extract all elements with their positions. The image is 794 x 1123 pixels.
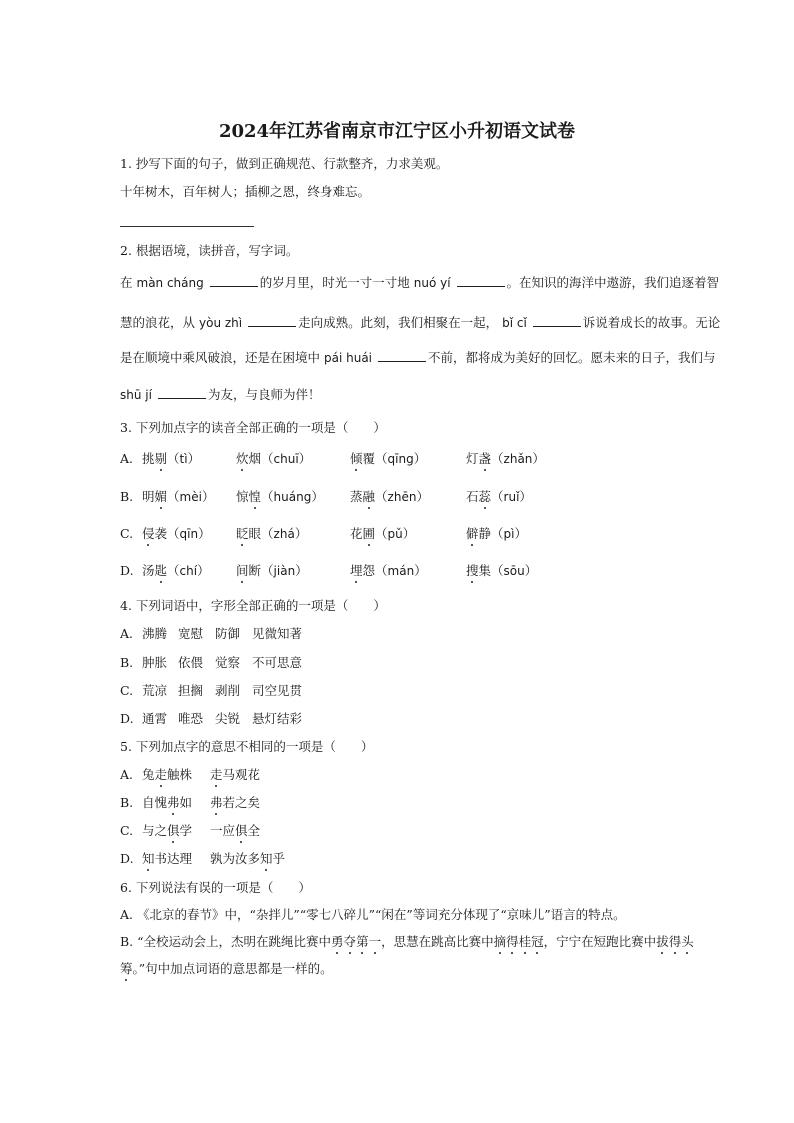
- dotted-text: 惶: [248, 489, 262, 504]
- option-label: D.: [120, 711, 134, 726]
- q2-line-4: [120, 386, 320, 403]
- dotted-text: 僻: [466, 526, 479, 541]
- q5-option-row[interactable]: [120, 851, 286, 867]
- q4-word: 悬灯结彩: [252, 711, 303, 726]
- paren: ）: [413, 451, 427, 466]
- q2-line-2: [120, 314, 720, 331]
- text: 触株: [167, 767, 193, 782]
- pinyin: huáng: [273, 490, 312, 504]
- text: 兔: [142, 767, 155, 782]
- pinyin: mán: [387, 564, 415, 578]
- q5-option-row[interactable]: [120, 767, 261, 783]
- q3-word: [350, 526, 415, 542]
- paren: （: [491, 489, 504, 504]
- dotted-text: 知: [260, 851, 273, 866]
- q5-phrase-2: [210, 767, 260, 783]
- paren: （: [167, 489, 180, 504]
- q6-dotted-phrase: [494, 934, 544, 949]
- q2-line-1: [120, 274, 719, 291]
- q2-pinyin: yòu zhì: [199, 316, 243, 330]
- option-label: B.: [120, 489, 134, 504]
- word-text: 明: [142, 489, 155, 504]
- q6-stem: 6. 下列说法有误的一项是（ ）: [120, 880, 311, 895]
- q3-word: [350, 489, 429, 505]
- q3-word: [466, 489, 532, 505]
- q3-word: [236, 451, 311, 467]
- text: 学: [179, 823, 193, 838]
- q6-text: B. “全校运动会上，杰明在跳绳比赛中: [120, 934, 332, 949]
- pinyin: pì: [503, 527, 515, 541]
- paren: （: [167, 563, 180, 578]
- q5-phrase-1: [142, 767, 192, 783]
- pinyin: zhá: [273, 527, 295, 541]
- dotted-text: 倾: [350, 451, 363, 466]
- q4-option-row[interactable]: [120, 683, 303, 699]
- paren: ）: [187, 451, 201, 466]
- q3-word: [142, 451, 200, 467]
- paren: ）: [416, 489, 429, 504]
- dotted-text: 盏: [478, 451, 492, 466]
- option-label: A.: [120, 626, 134, 641]
- dotted-text: 匙: [154, 563, 168, 578]
- paren: ）: [519, 489, 532, 504]
- paren: ）: [524, 563, 538, 578]
- dotted-text: 间: [236, 563, 249, 578]
- word-text: 蒸: [350, 489, 363, 504]
- text: 与之: [142, 823, 168, 838]
- paren: （: [261, 489, 274, 504]
- q2-text: 在: [120, 275, 133, 290]
- q2-text: 不前，都将成为美好的回忆。愿未来的日子，我们与: [428, 350, 716, 365]
- dotted-text: 蕊: [478, 489, 492, 504]
- pinyin: chuī: [273, 452, 299, 466]
- paren: ）: [201, 489, 215, 504]
- paren: （: [375, 489, 388, 504]
- q4-word: 防御: [215, 626, 241, 641]
- q2-stem: 2. 根据语境，读拼音，写字词。: [120, 243, 299, 258]
- paren: ）: [295, 563, 308, 578]
- dotted-text: 知: [142, 851, 155, 866]
- q2-pinyin: bǐ cǐ: [502, 316, 527, 330]
- word-text: 灯: [466, 451, 479, 466]
- word-text: 静: [478, 526, 492, 541]
- q2-blank[interactable]: [158, 386, 206, 399]
- dotted-text: 俱: [167, 823, 180, 838]
- q3-word: [236, 489, 324, 505]
- q2-pinyin: màn cháng: [136, 276, 204, 290]
- pinyin: mèi: [179, 490, 202, 504]
- dotted-text: 剔: [154, 451, 168, 466]
- word-text: 挑: [142, 451, 155, 466]
- q6-dotted-phrase: [331, 934, 381, 949]
- pinyin: zhǎn: [503, 452, 533, 466]
- paren: （: [375, 526, 388, 541]
- q2-text: 。在知识的海洋中遨游，我们追逐着智: [506, 275, 720, 290]
- q4-option-row[interactable]: [120, 655, 303, 671]
- q3-word: [350, 563, 427, 579]
- pinyin: qīng: [387, 452, 414, 466]
- dotted-text: 媚: [154, 489, 168, 504]
- q3-word: [236, 526, 307, 542]
- option-label: B.: [120, 795, 134, 810]
- q2-pinyin: pái huái: [324, 351, 373, 365]
- q5-stem: 5. 下列加点字的意思不相同的一项是（ ）: [120, 739, 374, 754]
- q5-phrase-1: [142, 823, 192, 839]
- q2-text: 是在顺境中乘风破浪，还是在困境中: [120, 350, 321, 365]
- q2-line-3: [120, 349, 716, 366]
- q4-word: 唯恐: [178, 711, 204, 726]
- option-label: D.: [120, 851, 134, 866]
- dotted-text: 拔得头: [656, 934, 694, 949]
- paren: ）: [198, 526, 211, 541]
- pinyin: qīn: [179, 527, 199, 541]
- paren: ）: [532, 451, 545, 466]
- q5-option-row[interactable]: [120, 823, 261, 839]
- q1-answer-line[interactable]: [120, 226, 254, 227]
- dotted-text: 炊: [236, 451, 249, 466]
- word-text: 覆: [362, 451, 376, 466]
- paren: ）: [514, 526, 528, 541]
- text: 乎: [272, 851, 286, 866]
- q4-word: 不可思意: [252, 655, 303, 670]
- pinyin: chí: [179, 564, 198, 578]
- pinyin: tì: [179, 452, 188, 466]
- q5-phrase-2: [210, 851, 285, 867]
- q3-word: [142, 526, 211, 542]
- paren: （: [261, 563, 274, 578]
- text: 若之矣: [222, 795, 261, 810]
- text: 马观花: [222, 767, 261, 782]
- word-text: 花: [350, 526, 363, 541]
- dotted-text: 弗: [210, 795, 223, 810]
- q3-word: [466, 451, 545, 467]
- text: 孰为汝多: [210, 851, 261, 866]
- word-text: 断: [248, 563, 262, 578]
- paren: ）: [414, 563, 427, 578]
- q4-option-row[interactable]: [120, 711, 303, 727]
- text: 自愧: [142, 795, 168, 810]
- q2-blank[interactable]: [378, 349, 426, 362]
- q5-phrase-2: [210, 823, 260, 839]
- q3-word: [142, 563, 210, 579]
- option-label: A.: [120, 451, 134, 466]
- paren: （: [167, 451, 180, 466]
- paren: ）: [197, 563, 210, 578]
- paren: （: [375, 563, 388, 578]
- pinyin: zhēn: [387, 490, 417, 504]
- dotted-text: 勇夺第一: [331, 934, 382, 949]
- q5-phrase-1: [142, 851, 192, 867]
- q6-dotted-phrase: [656, 934, 694, 949]
- q3-word: [236, 563, 308, 579]
- dotted-text: 走: [154, 767, 168, 782]
- q4-word: 尖锐: [215, 711, 241, 726]
- paren: ）: [298, 451, 312, 466]
- q4-word: 荒凉: [142, 683, 168, 698]
- q4-word: 见微知著: [252, 626, 303, 641]
- paren: ）: [402, 526, 416, 541]
- q5-phrase-1: [142, 795, 192, 811]
- dotted-text: 走: [210, 767, 223, 782]
- q4-word: 担搁: [178, 683, 204, 698]
- dotted-text: 埋: [350, 563, 363, 578]
- q3-word: [466, 563, 537, 579]
- option-label: C.: [120, 683, 134, 698]
- paren: （: [261, 526, 274, 541]
- option-label: C.: [120, 823, 134, 838]
- q2-text: 慧的浪花，从: [120, 315, 196, 330]
- q6-option-b-line-1[interactable]: [120, 934, 694, 950]
- q6-option-a[interactable]: A. 《北京的春节》中，“杂拌儿”“零七八碎儿”“闲在”等词充分体现了“京味儿”语言的特点。: [120, 907, 626, 922]
- q2-pinyin: shū jí: [120, 388, 152, 402]
- dotted-text: 圃: [362, 526, 376, 541]
- q6-option-b-line-2[interactable]: [120, 961, 333, 977]
- q2-text: 的岁月里，时光一寸一寸地: [259, 275, 410, 290]
- text: 全: [247, 823, 261, 838]
- word-text: 汤: [142, 563, 155, 578]
- q4-word: 剥削: [215, 683, 241, 698]
- dotted-text: 俱: [235, 823, 248, 838]
- q2-blank[interactable]: [533, 314, 581, 327]
- text: 如: [179, 795, 193, 810]
- pinyin: sōu: [503, 564, 525, 578]
- q4-word: 依偎: [178, 655, 204, 670]
- word-text: 集: [478, 563, 492, 578]
- option-label: B.: [120, 655, 134, 670]
- q1-stem: 1. 抄写下面的句子，做到正确规范、行款整齐，力求美观。: [120, 156, 449, 171]
- q2-text: 诉说着成长的故事。无论: [582, 315, 721, 330]
- paren: （: [491, 451, 504, 466]
- q5-phrase-2: [210, 795, 260, 811]
- paren: （: [375, 451, 388, 466]
- q4-word: 通霄: [142, 711, 168, 726]
- q2-blank[interactable]: [457, 274, 505, 287]
- q3-option-row[interactable]: [120, 563, 538, 579]
- paren: （: [167, 526, 180, 541]
- dotted-text: 眨: [236, 526, 249, 541]
- q2-pinyin: nuó yí: [413, 276, 451, 290]
- q4-option-row[interactable]: [120, 626, 303, 642]
- q3-option-row[interactable]: [120, 526, 528, 542]
- q6-text: 。”句中加点词语的意思都是一样的。: [132, 961, 333, 976]
- paren: （: [491, 563, 504, 578]
- q3-word: [142, 489, 214, 505]
- paren: ）: [294, 526, 308, 541]
- q4-word: 肿胀: [142, 655, 168, 670]
- q2-blank[interactable]: [248, 314, 296, 327]
- text: 书达理: [154, 851, 193, 866]
- word-text: 惊: [236, 489, 249, 504]
- dotted-text: 弗: [167, 795, 180, 810]
- word-text: 怨: [362, 563, 376, 578]
- word-text: 眼: [248, 526, 262, 541]
- q3-option-row[interactable]: [120, 489, 532, 505]
- q4-word: 觉察: [215, 655, 241, 670]
- dotted-text: 侵: [142, 526, 155, 541]
- word-text: 烟: [248, 451, 262, 466]
- pinyin: ruǐ: [503, 490, 520, 504]
- q4-stem: 4. 下列词语中，字形全部正确的一项是（ ）: [120, 598, 386, 613]
- option-label: C.: [120, 526, 134, 541]
- dotted-text: 搜: [466, 563, 479, 578]
- word-text: 石: [466, 489, 479, 504]
- q6-text: ，思慧在跳高比赛中: [381, 934, 494, 949]
- pinyin: pǔ: [387, 527, 403, 541]
- q6-dotted-phrase: [120, 961, 133, 976]
- q4-word: 宽慰: [178, 626, 204, 641]
- dotted-text: 筹: [120, 961, 133, 976]
- q4-word: 沸腾: [142, 626, 168, 641]
- q4-word: 司空见贯: [252, 683, 303, 698]
- paren: （: [261, 451, 274, 466]
- q2-blank[interactable]: [210, 274, 258, 287]
- option-label: D.: [120, 563, 134, 578]
- paren: ）: [311, 489, 324, 504]
- q6-text: ，宁宁在短跑比赛中: [543, 934, 657, 949]
- q3-option-row[interactable]: [120, 451, 545, 467]
- text: 一应: [210, 823, 236, 838]
- pinyin: jiàn: [273, 564, 296, 578]
- q2-text: 为友，与良师为伴！: [207, 387, 321, 402]
- page-title: 2024年江苏省南京市江宁区小升初语文试卷: [218, 121, 576, 142]
- dotted-text: 融: [362, 489, 376, 504]
- q5-option-row[interactable]: [120, 795, 261, 811]
- q3-word: [350, 451, 426, 467]
- dotted-text: 摘得桂冠: [493, 934, 544, 949]
- q2-text: 走向成熟。此刻，我们相聚在一起，: [298, 315, 499, 330]
- option-label: A.: [120, 767, 134, 782]
- q3-word: [466, 526, 527, 542]
- paren: （: [491, 526, 504, 541]
- q1-sentence: 十年树木，百年树人；插柳之恩，终身难忘。: [120, 184, 371, 199]
- q3-stem: 3. 下列加点字的读音全部正确的一项是（ ）: [120, 420, 386, 435]
- word-text: 袭: [154, 526, 168, 541]
